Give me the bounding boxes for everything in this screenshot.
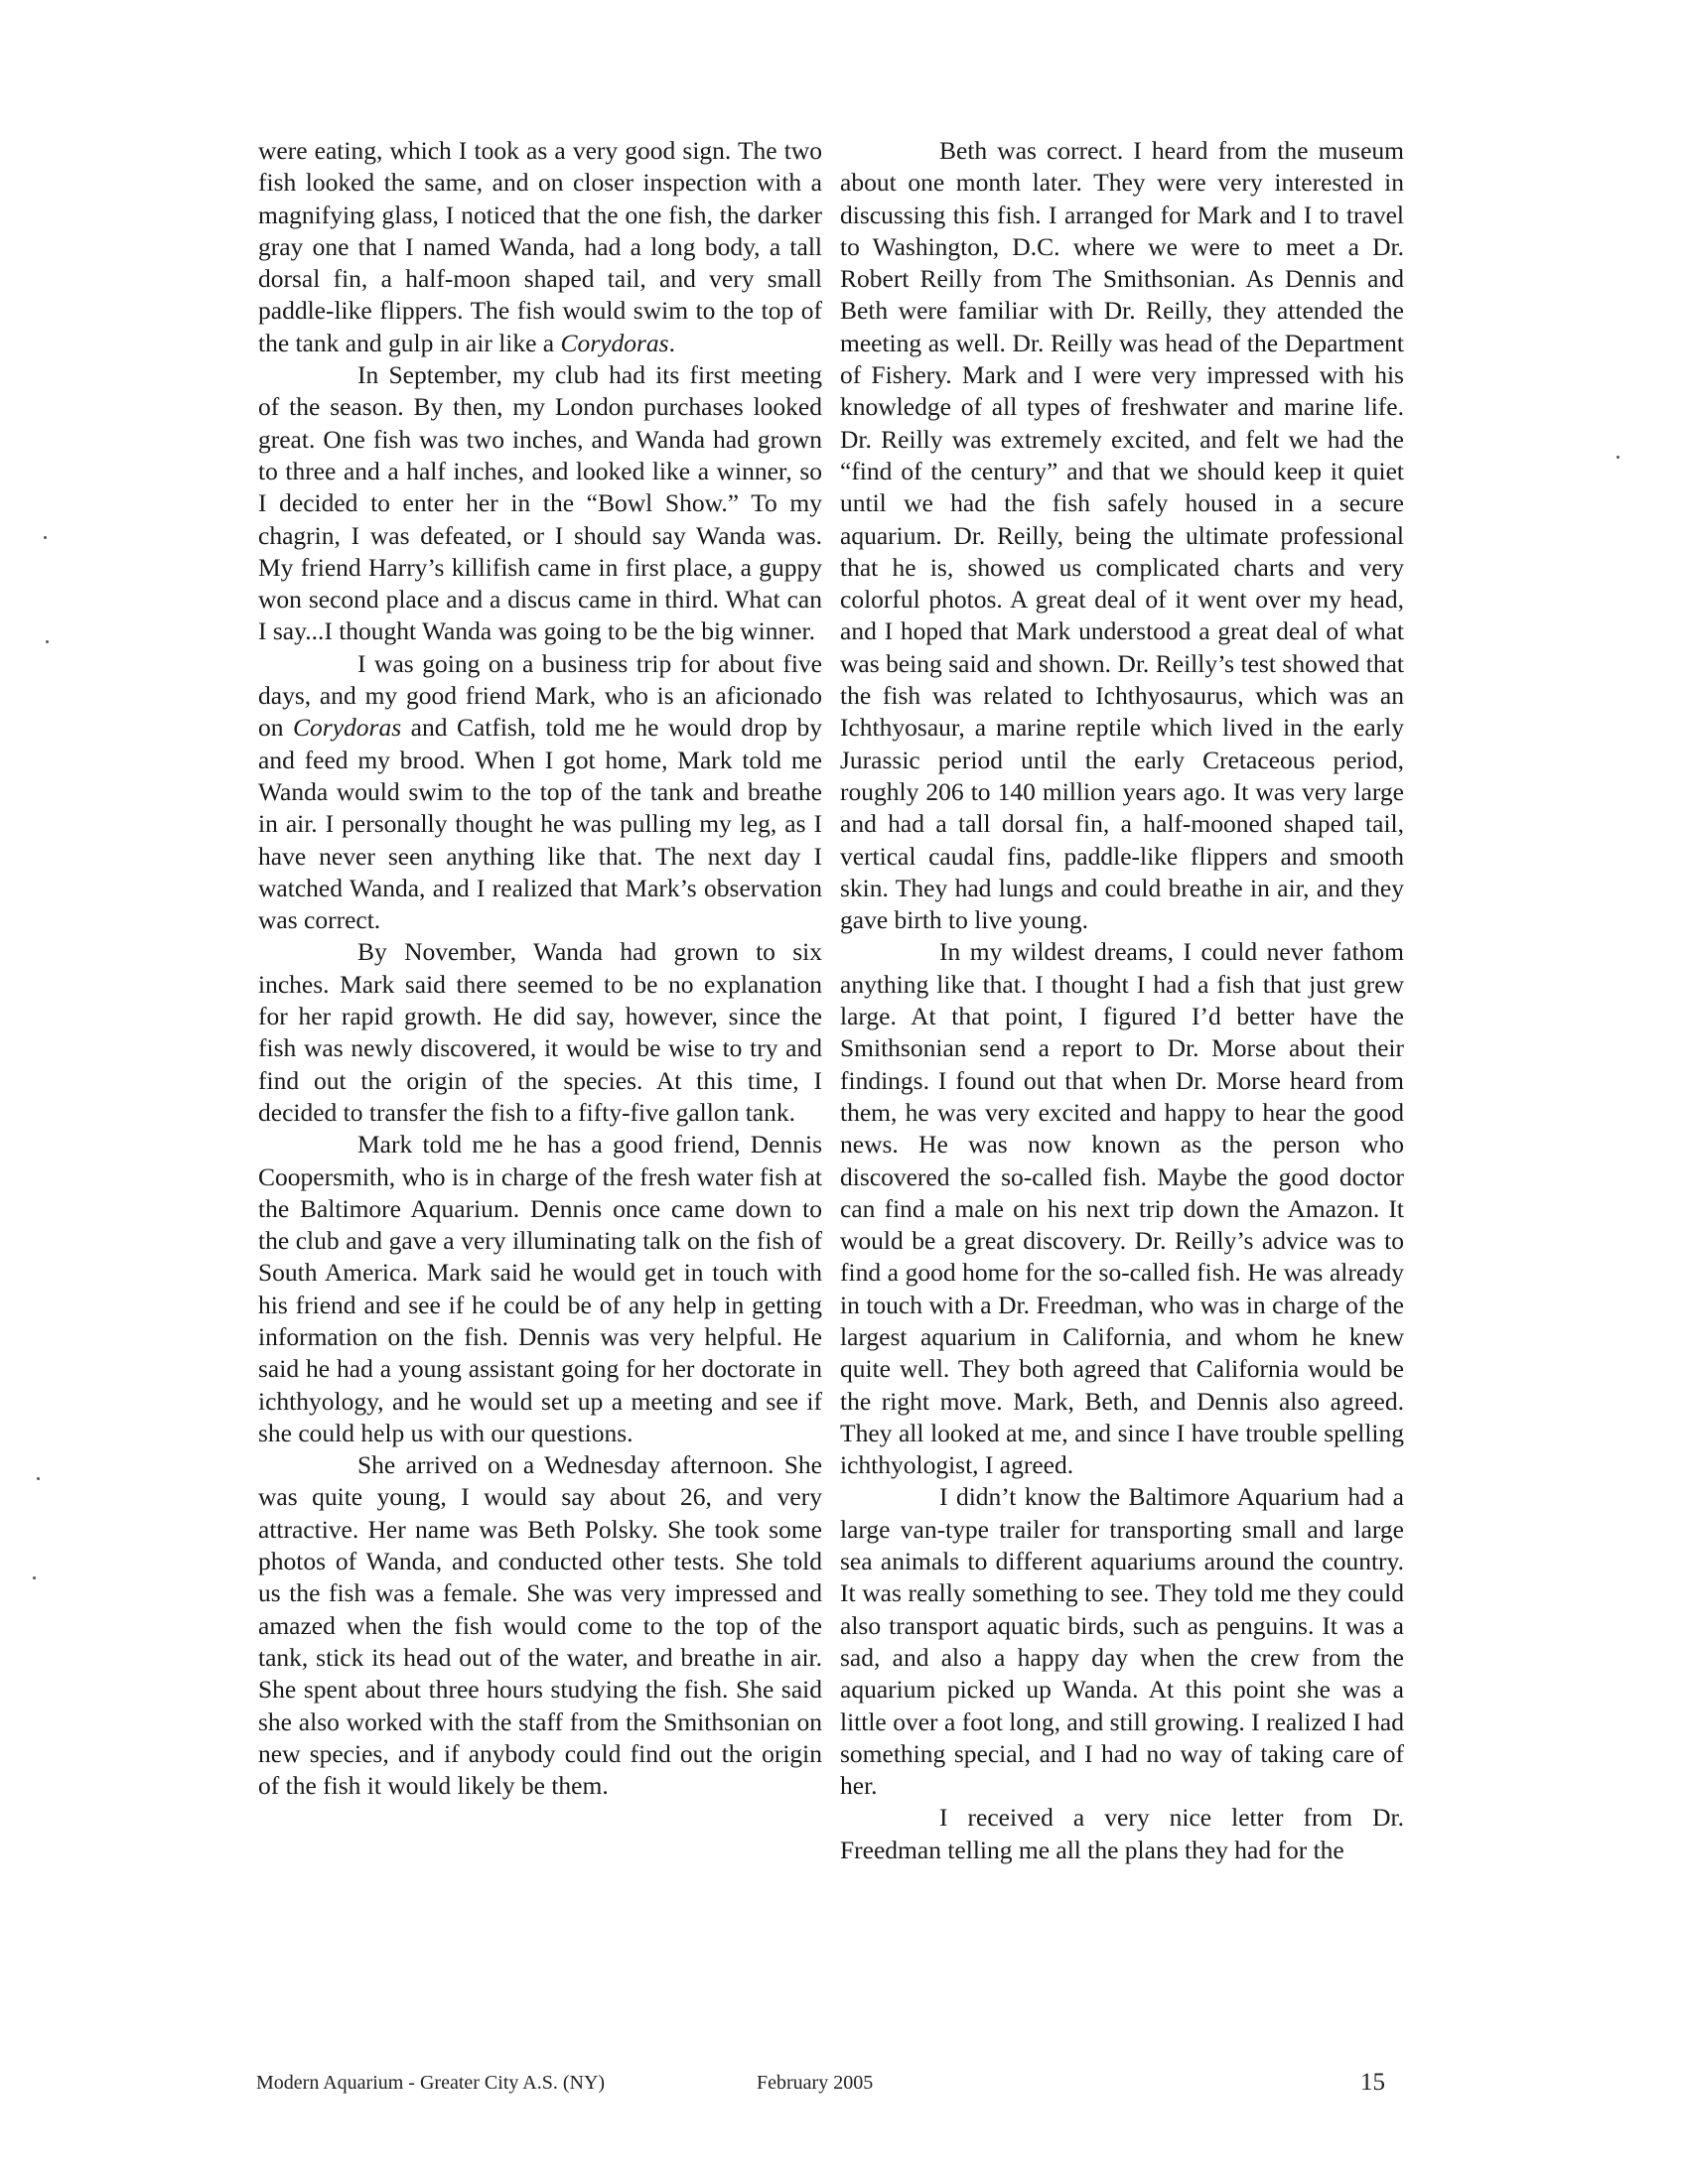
article-paragraph — [258, 648, 822, 937]
article-paragraph — [840, 1802, 1404, 1866]
paragraph-text: I didn’t know the Baltimore Aquarium had a large van-type trailer for transporting small and large sea animals to different aquariums around the country. It was really something to see. They told me they could also transport aquatic birds, such as penguins. It was a sad, and also a happy day when the crew from the aquarium picked up Wanda. At this point she was a little over a foot long, and still growing. I realized I had something special, and I had no way of taking care of her. — [840, 1482, 1404, 1801]
footer-page-number: 15 — [1360, 2069, 1385, 2096]
scan-speck — [1617, 456, 1619, 459]
paragraph-text: By November, Wanda had grown to six inches. Mark said there seemed to be no explanation for her rapid growth. He did say, however, since the fish was newly discovered, it would be wise to try and find out the origin of the species. At this time, I decided to transfer the fish to a fifty-five gallon tank. — [258, 937, 822, 1127]
italic-term: Corydoras — [560, 328, 669, 357]
paragraph-text: I was going on a business trip for about five days, and my good friend Mark, who is an aficionado on — [258, 648, 822, 743]
article-column-right — [840, 135, 1404, 1866]
article-paragraph — [258, 1129, 822, 1449]
scan-speck — [44, 536, 47, 539]
paragraph-text: were eating, which I took as a very good sign. The two fish looked the same, and on closer inspection with a magnifying glass, I noticed that the one fish, the darker gray one that I named Wanda, had a long body, a tall dorsal fin, a half-moon shaped tail, and very small paddle-like flippers. The fish would swim to the top of the tank and gulp in air like a — [258, 136, 822, 357]
paragraph-text: In September, my club had its first meeting of the season. By then, my London purchases looked great. One fish was two inches, and Wanda had grown to three and a half inches, and looked like a winner, so I decided to enter her in the “Bowl Show.” To my chagrin, I was defeated, or I should say Wanda was. My friend Harry’s killifish came in first place, a guppy won second place and a discus came in third. What can I say...I thought Wanda was going to be the big winner. — [258, 360, 822, 646]
scan-speck — [33, 1576, 36, 1579]
paragraph-text: I received a very nice letter from Dr. Freedman telling me all the plans they had for the — [840, 1803, 1404, 1864]
paragraph-text: Mark told me he has a good friend, Dennis Coopersmith, who is in charge of the fresh water fish at the Baltimore Aquarium. Dennis once came down to the club and gave a very illuminating talk on the fish of South America. Mark said he would get in touch with his friend and see if he could be of any help in getting information on the fish. Dennis was very helpful. He said he had a young assistant going for her doctorate in ichthyology, and he would set up a meeting and see if she could help us with our questions. — [258, 1130, 822, 1447]
article-paragraph — [840, 936, 1404, 1481]
article-paragraph — [258, 135, 822, 359]
paragraph-text: Beth was correct. I heard from the museum about one month later. They were very interested in discussing this fish. I arranged for Mark and I to travel to Washington, D.C. where we were to meet a Dr. Robert Reilly from The Smithsonian. As Dennis and Beth were familiar with Dr. Reilly, they attended the meeting as well. Dr. Reilly was head of the Department of Fishery. Mark and I were very impressed with his knowledge of all types of freshwater and marine life. Dr. Reilly was extremely excited, and felt we had the “find of the century” and that we should keep it quiet until we had the fish safely housed in a secure aquarium. Dr. Reilly, being the ultimate professional that he is, showed us complicated charts and very colorful photos. A great deal of it went over my head, and I hoped that Mark understood a great deal of what was being said and shown. Dr. Reilly’s test showed that the fish was related to Ichthyosaurus, which was an Ichthyosaur, a marine reptile which lived in the early Jurassic period until the early Cretaceous period, roughly 206 to 140 million years ago. It was very large and had a tall dorsal fin, a half-mooned shaped tail, vertical caudal fins, paddle-like flippers and smooth skin. They had lungs and could breathe in air, and they gave birth to live young. — [840, 136, 1404, 935]
article-column-left — [258, 135, 822, 1802]
paragraph-text: and Catfish, told me he would drop by and feed my brood. When I got home, Mark told me Wanda would swim to the top of the tank and breathe in air. I personally thought he was pulling my leg, as I have never seen anything like that. The next day I watched Wanda, and I realized that Mark’s observation was correct. — [258, 713, 822, 935]
article-paragraph — [258, 1449, 822, 1802]
footer-issue-date: February 2005 — [757, 2072, 874, 2094]
article-paragraph — [840, 135, 1404, 936]
footer-publication-name: Modern Aquarium - Greater City A.S. (NY) — [256, 2072, 606, 2094]
article-paragraph — [258, 359, 822, 648]
italic-term: Corydoras — [293, 713, 402, 743]
scan-speck — [46, 640, 49, 643]
paragraph-text: In my wildest dreams, I could never fathom anything like that. I thought I had a fish that just grew large. At that point, I figured I’d better have the Smithsonian send a report to Dr. Morse about their findings. I found out that when Dr. Morse heard from them, he was very excited and happy to hear the good news. He was now known as the person who discovered the so-called fish. Maybe the good doctor can find a male on his next trip down the Amazon. It would be a great discovery. Dr. Reilly’s advice was to find a good home for the so-called fish. He was already in touch with a Dr. Freedman, who was in charge of the largest aquarium in California, and whom he knew quite well. They both agreed that California would be the right move. Mark, Beth, and Dennis also agreed. They all looked at me, and since I have trouble spelling ichthyologist, I agreed. — [840, 937, 1404, 1480]
scan-speck — [37, 1477, 40, 1480]
paragraph-text: She arrived on a Wednesday afternoon. She was quite young, I would say about 26, and very attractive. Her name was Beth Polsky. She took some photos of Wanda, and conducted other tests. She told us the fish was a female. She was very impressed and amazed when the fish would come to the top of the tank, stick its head out of the water, and breathe in air. She spent about three hours studying the fish. She said she also worked with the staff from the Smithsonian on new species, and if anybody could find out the origin of the fish it would likely be them. — [258, 1450, 822, 1801]
article-paragraph — [840, 1481, 1404, 1802]
article-paragraph — [258, 936, 822, 1129]
paragraph-text: . — [668, 328, 675, 357]
